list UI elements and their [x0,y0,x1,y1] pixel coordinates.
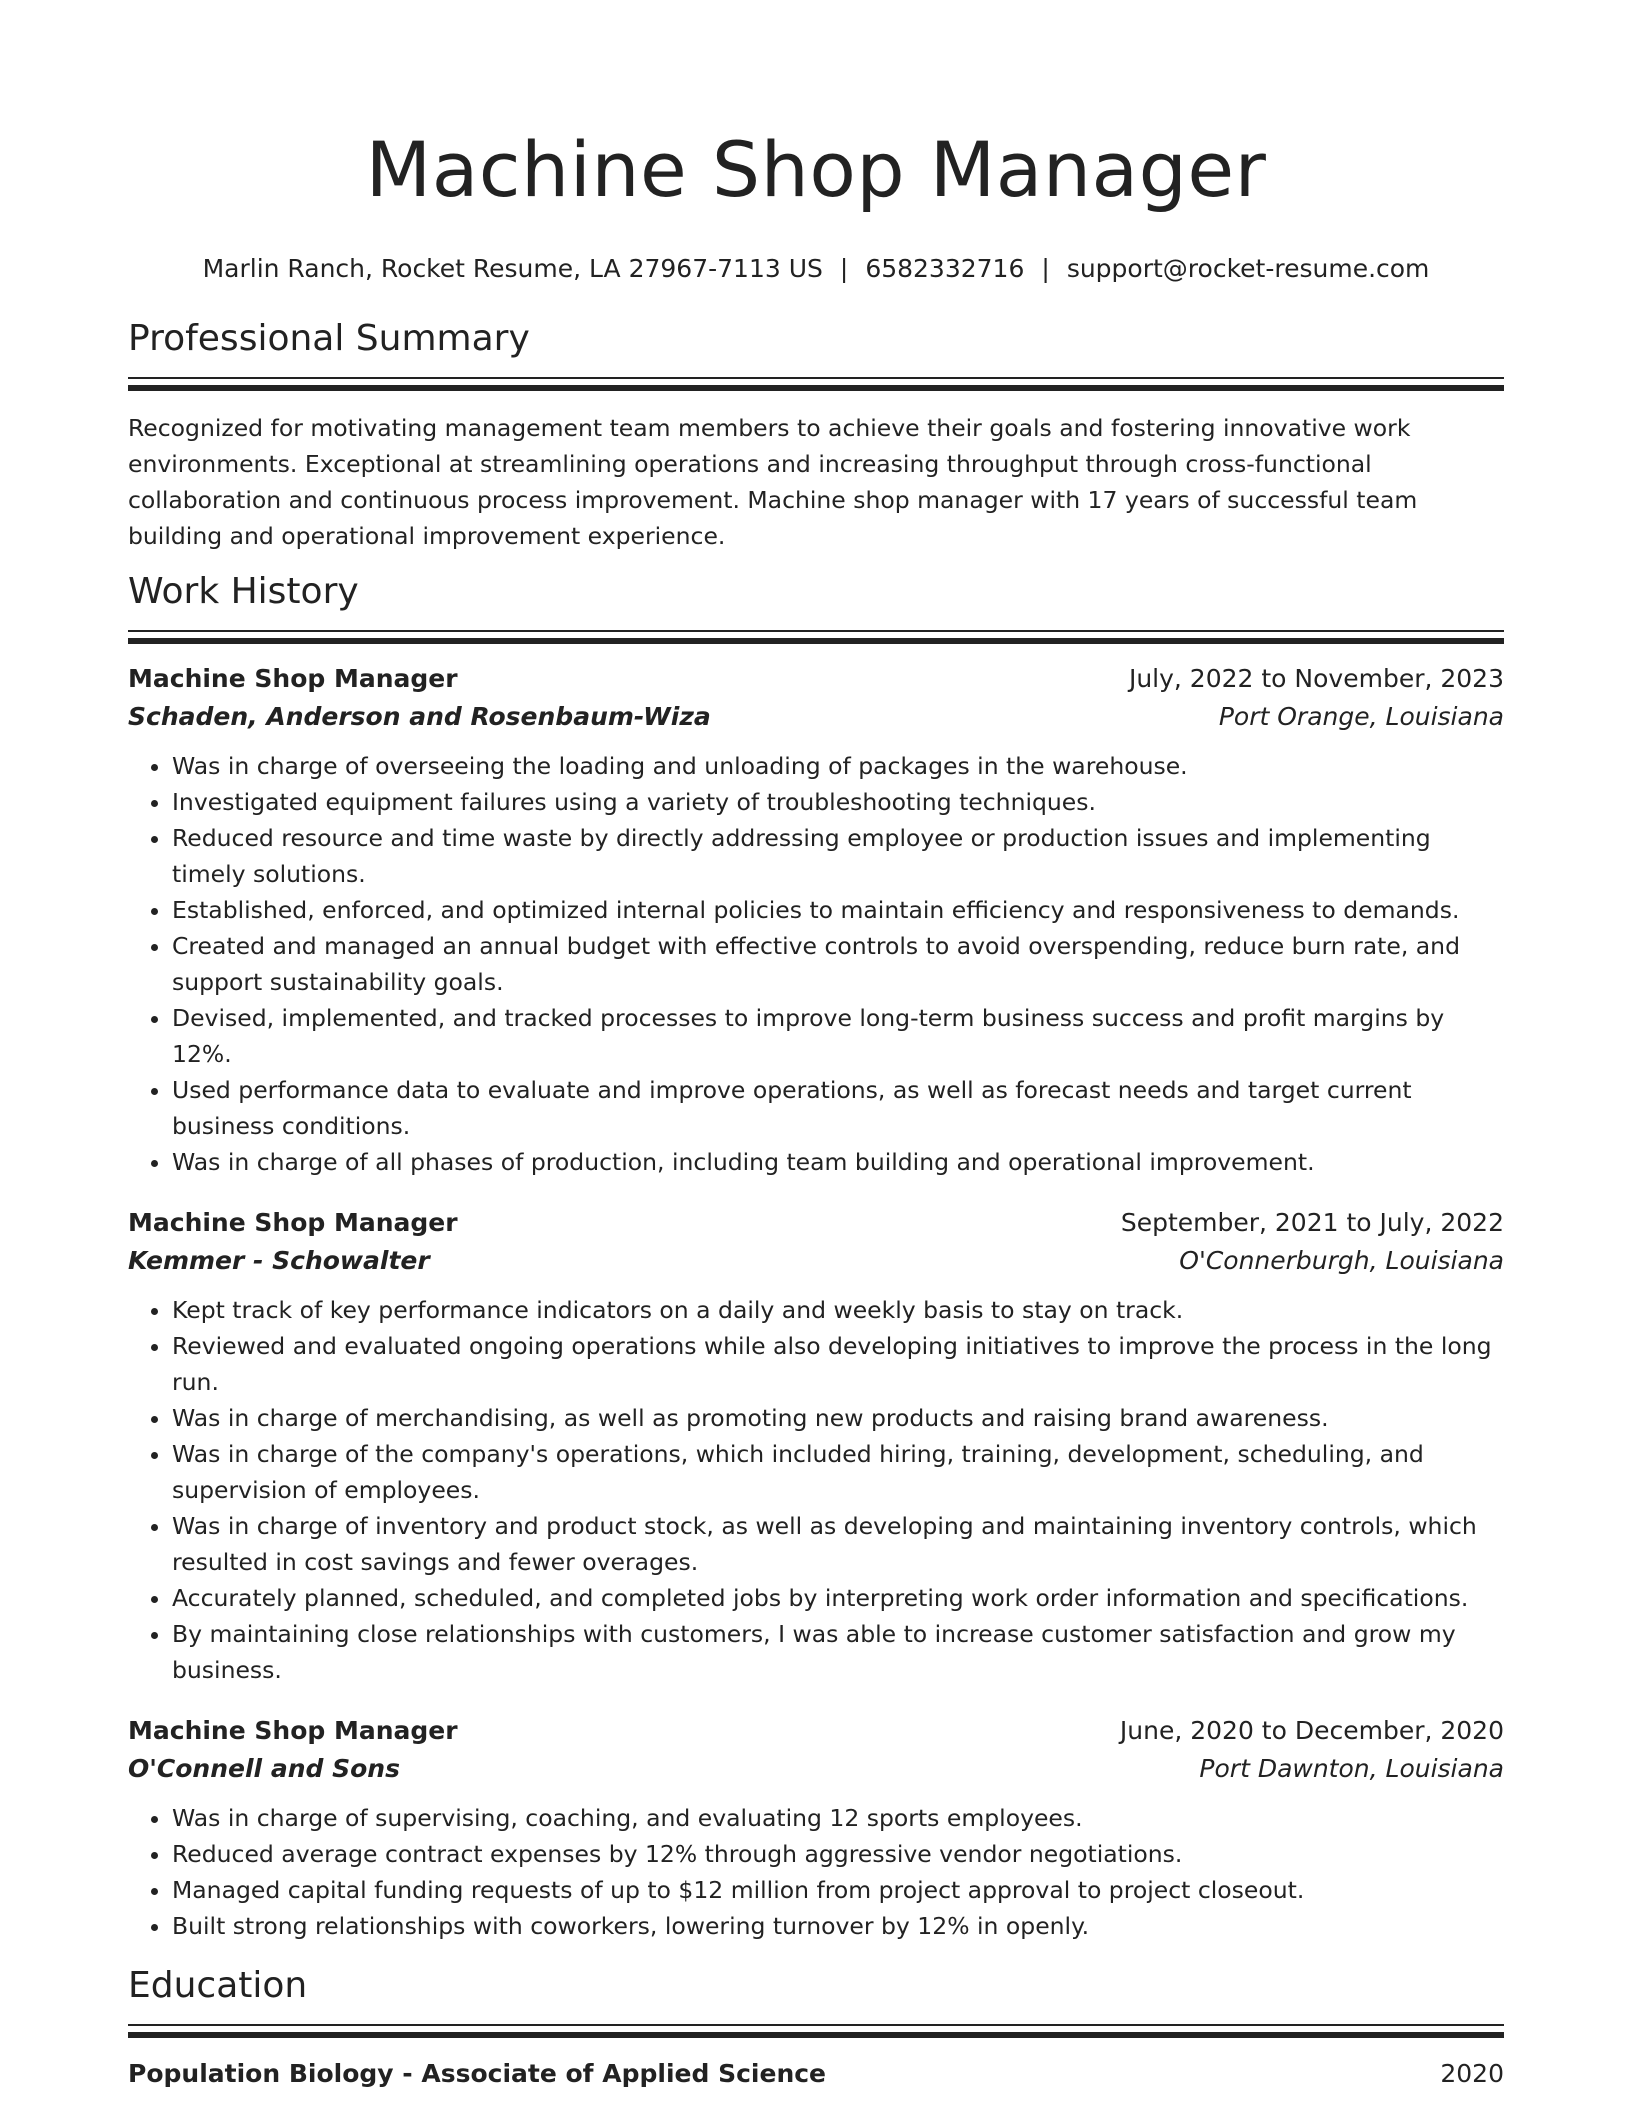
contact-separator: | [839,254,849,283]
list-item: • Accurately planned, scheduled, and completed jobs by interpreting work order information and specifications. [172,1580,1504,1616]
list-item: • By maintaining close relationships with customers, I was able to increase customer satisfaction and grow my business. [172,1616,1504,1688]
job-title: Machine Shop Manager [128,1716,458,1745]
section-divider [128,630,1504,644]
list-item: • Managed capital funding requests of up to $12 million from project approval to project closeout. [172,1872,1504,1908]
work-section [128,568,1504,1944]
section-title-work: Work History [128,571,359,612]
job-location: Port Orange, Louisiana [1218,702,1504,731]
list-item: • Was in charge of inventory and product stock, as well as developing and maintaining inventory controls, which resulted in cost savings and fewer overages. [172,1508,1504,1580]
section-title-summary: Professional Summary [128,318,530,359]
contact-separator: | [1041,254,1050,283]
job-location: Port Dawnton, Louisiana [1199,1754,1504,1783]
job-entry [128,660,1504,1180]
list-item: • Reviewed and evaluated ongoing operations while also developing initiatives to improve the process in the long run. [172,1328,1504,1400]
list-item: • Was in charge of the company's operations, which included hiring, training, development, scheduling, and supervision of employees. [172,1436,1504,1508]
list-item: • Was in charge of all phases of production, including team building and operational improvement. [172,1144,1504,1180]
resume-name: Machine Shop Manager [365,125,1267,214]
job-bullets [128,1292,1504,1688]
section-divider [128,377,1504,391]
section-title-education: Education [128,1965,308,2006]
list-item: • Investigated equipment failures using a variety of troubleshooting techniques. [172,784,1504,820]
summary-text: Recognized for motivating management team members to achieve their goals and fostering innovative work environments. Exceptional at streamlining operations and increasing throughput through cross-functional collaboration and continuous process improvement. Machine shop manager with 17 years of successful team building and operational improvement experience. [128,414,1418,550]
contact-address: Marlin Ranch, Rocket Resume, LA 27967-7113 US [202,254,823,283]
job-dates: July, 2022 to November, 2023 [1128,664,1504,693]
job-company: O'Connell and Sons [128,1754,400,1783]
education-degree: Population Biology - Associate of Applied Science [128,2059,827,2088]
contact-phone: 6582332716 [865,254,1025,283]
list-item: • Reduced resource and time waste by directly addressing employee or production issues and implementing timely solutions. [172,820,1504,892]
summary-section [128,315,1504,554]
education-section [128,1962,1504,2092]
job-bullets [128,748,1504,1180]
job-title: Machine Shop Manager [128,664,458,693]
list-item: • Reduced average contract expenses by 12% through aggressive vendor negotiations. [172,1836,1504,1872]
list-item: • Was in charge of overseeing the loading and unloading of packages in the warehouse. [172,748,1504,784]
job-entry [128,1204,1504,1688]
list-item: • Kept track of key performance indicators on a daily and weekly basis to stay on track. [172,1292,1504,1328]
job-dates: September, 2021 to July, 2022 [1120,1208,1504,1237]
job-company: Kemmer - Schowalter [128,1246,430,1275]
list-item: • Devised, implemented, and tracked processes to improve long-term business success and profit margins by 12%. [172,1000,1504,1072]
job-bullets [128,1800,1504,1944]
list-item: • Was in charge of supervising, coaching, and evaluating 12 sports employees. [172,1800,1504,1836]
job-location: O'Connerburgh, Louisiana [1179,1246,1504,1275]
contact-email: support@rocket-resume.com [1066,254,1430,283]
job-entry [128,1712,1504,1944]
list-item: • Created and managed an annual budget with effective controls to avoid overspending, reduce burn rate, and support sustainability goals. [172,928,1504,1000]
list-item: • Established, enforced, and optimized internal policies to maintain efficiency and responsiveness to demands. [172,892,1504,928]
education-year: 2020 [1440,2059,1504,2088]
section-divider [128,2024,1504,2038]
job-title: Machine Shop Manager [128,1208,458,1237]
list-item: • Built strong relationships with coworkers, lowering turnover by 12% in openly. [172,1908,1504,1944]
list-item: • Used performance data to evaluate and improve operations, as well as forecast needs and target current business conditions. [172,1072,1504,1144]
job-company: Schaden, Anderson and Rosenbaum-Wiza [128,702,711,731]
contact-line [128,252,1504,286]
job-dates: June, 2020 to December, 2020 [1119,1716,1504,1745]
list-item: • Was in charge of merchandising, as well as promoting new products and raising brand awareness. [172,1400,1504,1436]
